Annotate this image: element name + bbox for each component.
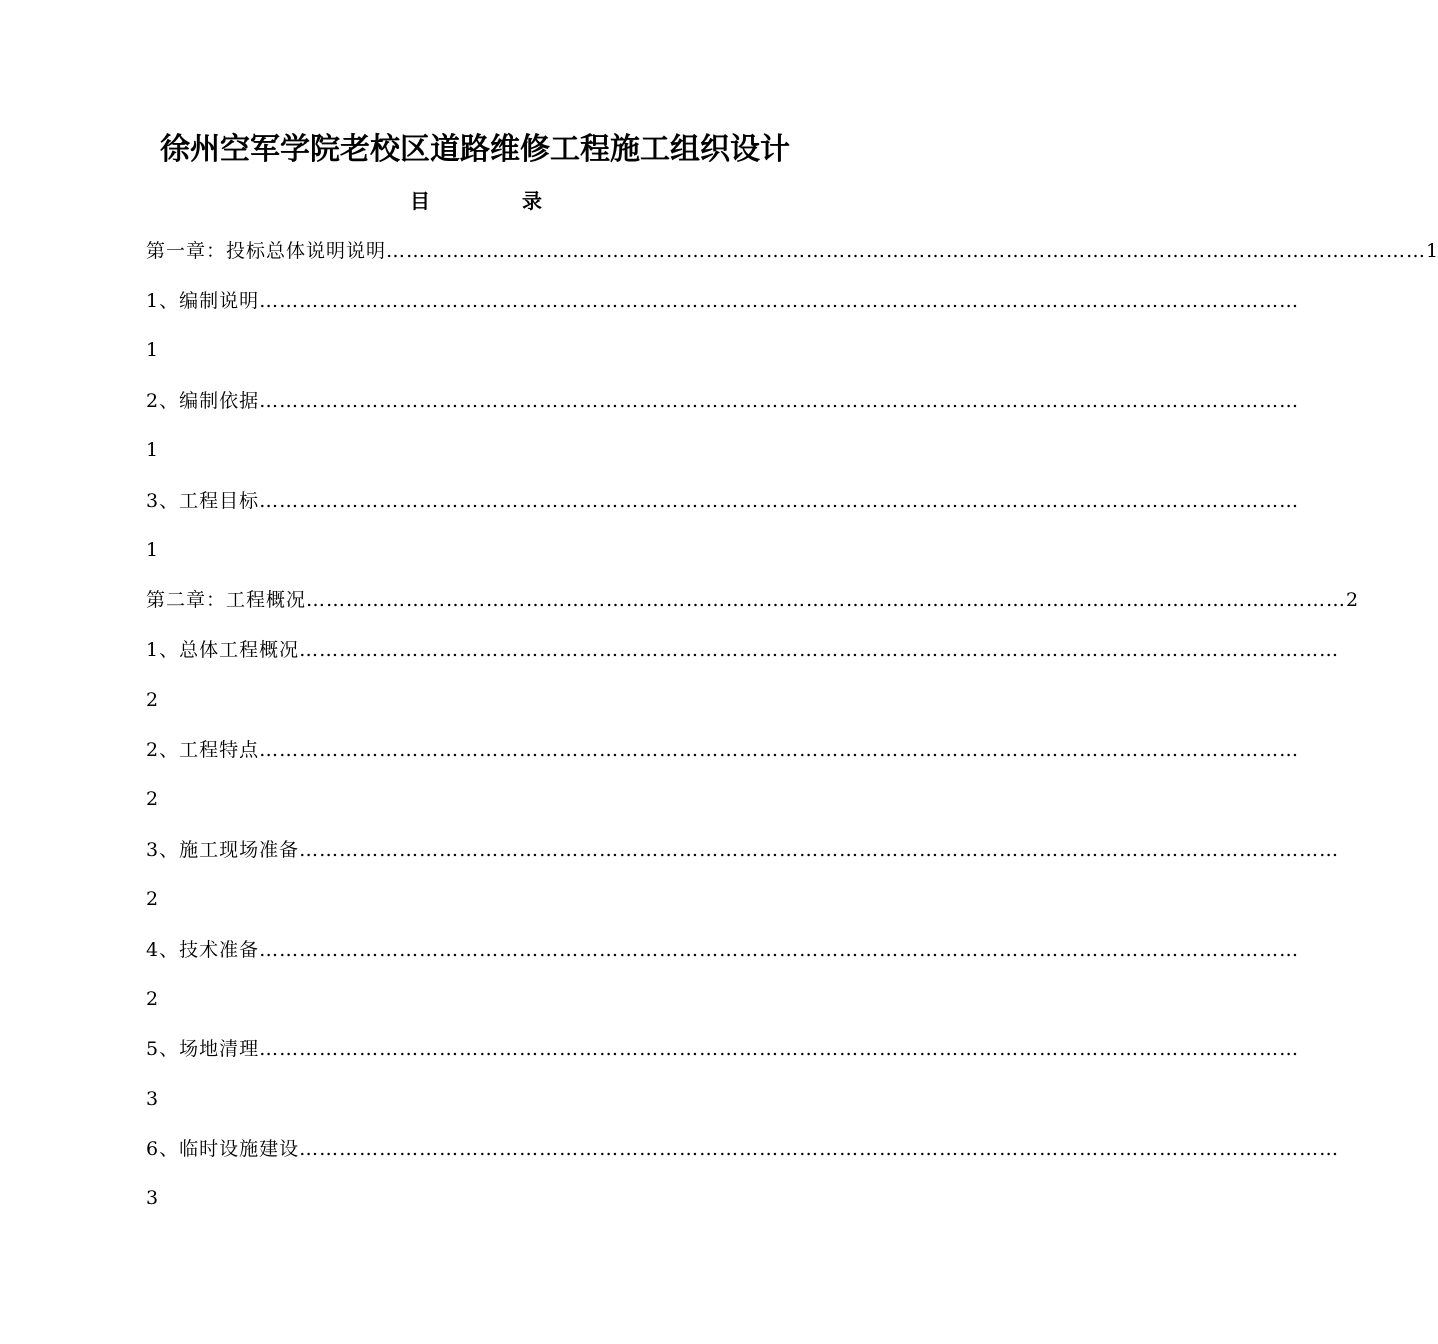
toc-entry-page: 2	[146, 888, 159, 910]
toc-entry-page: 2	[146, 689, 159, 711]
toc-entry-label: 3、施工现场准备	[146, 839, 300, 861]
toc-entry-page: 1	[146, 339, 159, 361]
toc-entry[interactable]	[146, 935, 1300, 965]
toc-entry-page: 2	[1346, 589, 1359, 611]
toc-heading-left: 目	[410, 189, 430, 213]
toc-entry-label: 1、总体工程概况	[146, 639, 300, 661]
toc-leader-dots: …………………………………………………………………………………………………………………………………………	[386, 240, 1427, 262]
toc-leader-dots: …………………………………………………………………………………………………………………………………………	[259, 1038, 1300, 1060]
toc-entry-page: 2	[146, 788, 159, 810]
toc-entry-page: 1	[146, 539, 159, 561]
toc-entry[interactable]	[146, 386, 1300, 416]
toc-entry-label: 第二章：工程概况	[146, 589, 307, 611]
toc-entry-label: 1、编制说明	[146, 290, 260, 312]
toc-entry-chapter-2[interactable]	[146, 585, 1359, 615]
toc-entry[interactable]	[146, 486, 1300, 516]
toc-leader-dots: …………………………………………………………………………………………………………………………………………	[299, 639, 1340, 661]
toc-entry-label: 3、工程目标	[146, 490, 260, 512]
toc-leader-dots: …………………………………………………………………………………………………………………………………………	[259, 290, 1300, 312]
toc-leader-dots: …………………………………………………………………………………………………………………………………………	[299, 1138, 1340, 1160]
toc-entry[interactable]	[146, 1134, 1340, 1164]
toc-entry-label: 6、临时设施建设	[146, 1138, 300, 1160]
toc-entry-label: 5、场地清理	[146, 1038, 260, 1060]
toc-entry[interactable]	[146, 286, 1300, 316]
toc-leader-dots: …………………………………………………………………………………………………………………………………………	[259, 939, 1300, 961]
toc-leader-dots: …………………………………………………………………………………………………………………………………………	[259, 390, 1300, 412]
toc-entry[interactable]	[146, 1034, 1300, 1064]
toc-entry-label: 2、编制依据	[146, 390, 260, 412]
toc-entry-page: 1	[146, 439, 159, 461]
toc-entry-page: 1	[1426, 240, 1438, 262]
toc-entry-page: 3	[146, 1088, 159, 1110]
toc-heading	[0, 186, 950, 216]
toc-heading-right: 录	[522, 189, 542, 213]
toc-leader-dots: …………………………………………………………………………………………………………………………………………	[306, 589, 1347, 611]
toc-entry-label: 4、技术准备	[146, 939, 260, 961]
toc-leader-dots: …………………………………………………………………………………………………………………………………………	[259, 490, 1300, 512]
toc-entry-label: 第一章：投标总体说明说明	[146, 240, 387, 262]
toc-entry[interactable]	[146, 835, 1340, 865]
toc-entry-label: 2、工程特点	[146, 739, 260, 761]
toc-leader-dots: …………………………………………………………………………………………………………………………………………	[259, 739, 1300, 761]
toc-entry[interactable]	[146, 635, 1340, 665]
document-title: 徐州空军学院老校区道路维修工程施工组织设计	[160, 132, 790, 167]
toc-entry-page: 3	[146, 1187, 159, 1209]
toc-entry[interactable]	[146, 735, 1300, 765]
toc-entry-chapter-1[interactable]	[146, 236, 1438, 266]
toc-entry-page: 2	[146, 988, 159, 1010]
toc-leader-dots: …………………………………………………………………………………………………………………………………………	[299, 839, 1340, 861]
